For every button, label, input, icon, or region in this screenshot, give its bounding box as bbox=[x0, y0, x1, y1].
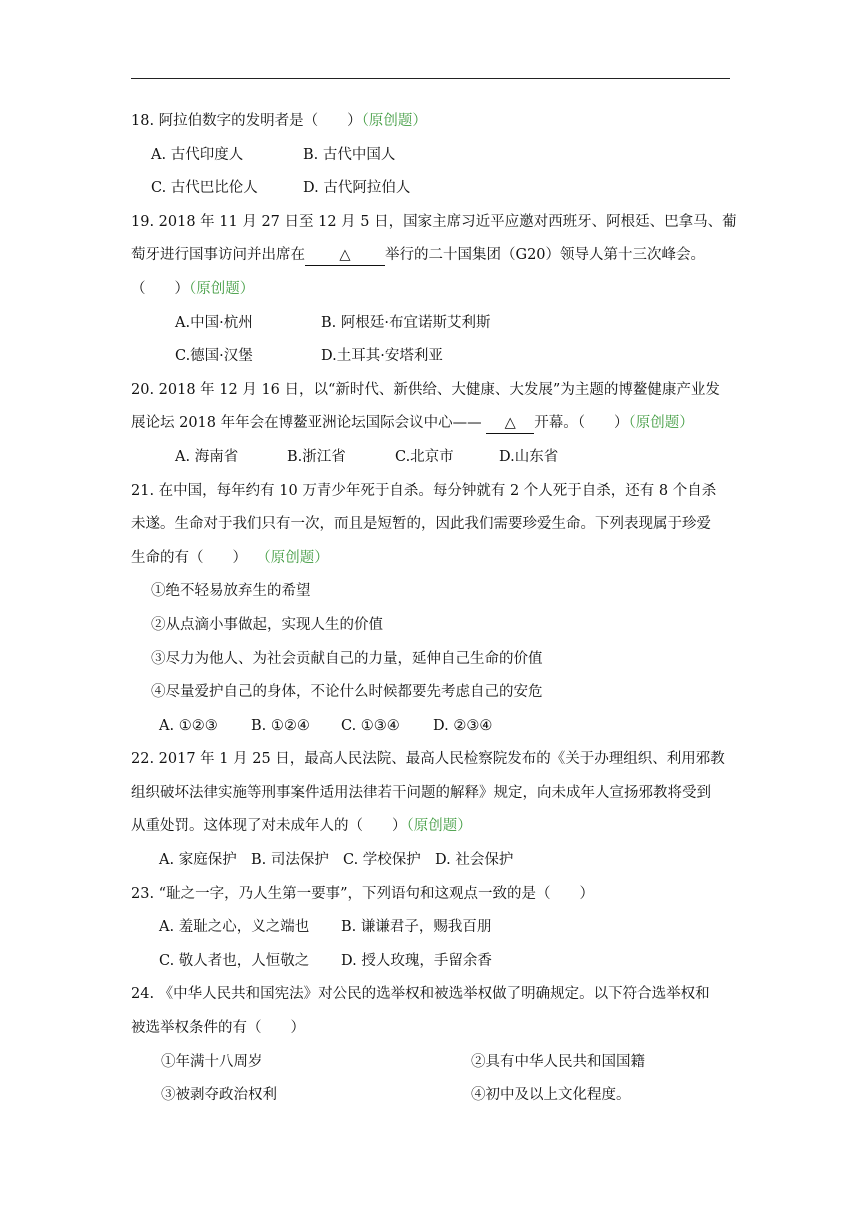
q20-stem-post: 开幕。（ ） bbox=[534, 415, 629, 432]
q19-source: （原创题） bbox=[189, 280, 255, 297]
q20-option-d[interactable]: D.山东省 bbox=[499, 448, 559, 465]
q23-option-a[interactable]: A. 羞耻之心，义之端也 bbox=[159, 919, 310, 936]
q19-stem-line-1: 19. 2018 年 11 月 27 日至 12 月 5 日，国家主席习近平应邀对西班牙、阿根廷、巴拿马、葡 bbox=[131, 213, 737, 230]
q22-stem-line-3 bbox=[131, 810, 731, 844]
q22-stem-line-1: 22. 2017 年 1 月 25 日，最高人民法院、最高人民检察院发布的《关于办理组织、利用邪教 bbox=[131, 751, 725, 768]
q23-options-row-1 bbox=[131, 911, 731, 945]
q19-option-a[interactable]: A.中国·杭州 bbox=[175, 314, 253, 331]
q24-stem-line-2: 被选举权条件的有（ ） bbox=[131, 1020, 305, 1037]
q19-stem-post: 举行的二十国集团（G20）领导人第十三次峰会。 bbox=[385, 247, 706, 264]
header-rule bbox=[131, 78, 730, 79]
exam-page bbox=[131, 105, 737, 1113]
q23-option-d[interactable]: D. 授人玫瑰，手留余香 bbox=[341, 952, 492, 969]
q20-stem-line-1: 20. 2018 年 12 月 16 日，以“新时代、新供给、大健康、大发展”为主题的博鳌健康产业发 bbox=[131, 381, 720, 398]
q20-option-b[interactable]: B.浙江省 bbox=[287, 448, 346, 465]
q21-item-2: ②从点滴小事做起，实现人生的价值 bbox=[151, 616, 383, 633]
q20-answer-blank: △ bbox=[486, 413, 534, 434]
q24-items-row-1 bbox=[131, 1046, 731, 1080]
q21-option-b[interactable]: B. ①②④ bbox=[251, 717, 310, 734]
q20-stem-pre: 展论坛 2018 年年会在博鳌亚洲论坛国际会议中心—— bbox=[131, 415, 482, 432]
q19-answer-blank: △ bbox=[305, 245, 385, 266]
q18-options-row-2 bbox=[131, 172, 731, 206]
q21-item-1: ①绝不轻易放弃生的希望 bbox=[151, 583, 311, 600]
q22-stem-line-2: 组织破坏法律实施等刑事案件适用法律若干问题的解释》规定，向未成年人宣扬邪教将受到 bbox=[131, 784, 711, 801]
q21-answer-parens: 生命的有（ ） bbox=[131, 549, 247, 566]
q22-option-a[interactable]: A. 家庭保护 bbox=[159, 852, 237, 869]
q20-option-c[interactable]: C.北京市 bbox=[395, 448, 454, 465]
q22-options-row bbox=[131, 844, 731, 878]
q18-option-a[interactable]: A. 古代印度人 bbox=[151, 146, 244, 163]
q22-source: （原创题） bbox=[406, 818, 472, 835]
q19-option-c[interactable]: C.德国·汉堡 bbox=[175, 348, 253, 365]
q24-item-4: ④初中及以上文化程度。 bbox=[471, 1087, 631, 1104]
q22-option-d[interactable]: D. 社会保护 bbox=[435, 852, 514, 869]
q23-option-b[interactable]: B. 谦谦君子，赐我百朋 bbox=[341, 919, 492, 936]
q21-option-a[interactable]: A. ①②③ bbox=[159, 717, 218, 734]
q24-item-3: ③被剥夺政治权利 bbox=[161, 1087, 277, 1104]
q19-stem-line-3 bbox=[131, 273, 731, 307]
q23-stem: 23. “耻之一字，乃人生第一要事”，下列语句和这观点一致的是（ ） bbox=[131, 885, 594, 902]
q23-options-row-2 bbox=[131, 945, 731, 979]
q21-source: （原创题） bbox=[256, 549, 329, 566]
q22-option-b[interactable]: B. 司法保护 bbox=[251, 852, 329, 869]
q19-option-d[interactable]: D.土耳其·安塔利亚 bbox=[321, 348, 443, 365]
q22-option-c[interactable]: C. 学校保护 bbox=[343, 852, 421, 869]
q19-stem-pre: 萄牙进行国事访问并出席在 bbox=[131, 247, 305, 264]
q20-options-row bbox=[131, 441, 731, 475]
q23-option-c[interactable]: C. 敬人者也，人恒敬之 bbox=[159, 952, 310, 969]
q21-option-c[interactable]: C. ①③④ bbox=[341, 717, 400, 734]
q18-option-b[interactable]: B. 古代中国人 bbox=[303, 146, 396, 163]
q24-item-1: ①年满十八周岁 bbox=[161, 1053, 263, 1070]
q22-stem-text: 从重处罚。这体现了对未成年人的（ ） bbox=[131, 818, 407, 835]
q21-stem-line-1: 21. 在中国，每年约有 10 万青少年死于自杀。每分钟就有 2 个人死于自杀，还有 8 个自杀 bbox=[131, 482, 717, 499]
q24-stem-line-1: 24. 《中华人民共和国宪法》对公民的选举权和被选举权做了明确规定。以下符合选举权和 bbox=[131, 986, 710, 1003]
q18-source: （原创题） bbox=[361, 113, 427, 129]
q21-item-3: ③尽力为他人、为社会贡献自己的力量，延伸自己生命的价值 bbox=[151, 650, 543, 667]
q20-option-a[interactable]: A. 海南省 bbox=[175, 448, 239, 465]
q21-stem-line-2: 未遂。生命对于我们只有一次，而且是短暂的，因此我们需要珍爱生命。下列表现属于珍爱 bbox=[131, 516, 711, 533]
q18-option-d[interactable]: D. 古代阿拉伯人 bbox=[303, 180, 411, 197]
q19-stem-line-2 bbox=[131, 239, 731, 273]
q19-options-row-1 bbox=[131, 307, 731, 341]
q19-answer-parens: （ ） bbox=[131, 280, 189, 297]
q20-stem-line-2 bbox=[131, 407, 731, 441]
q24-item-2: ②具有中华人民共和国国籍 bbox=[471, 1053, 645, 1070]
q19-option-b[interactable]: B. 阿根廷·布宜诺斯艾利斯 bbox=[321, 314, 491, 331]
q21-stem-line-3 bbox=[131, 542, 731, 576]
q21-option-d[interactable]: D. ②③④ bbox=[433, 717, 493, 734]
q24-items-row-2 bbox=[131, 1079, 731, 1113]
q18-option-c[interactable]: C. 古代巴比伦人 bbox=[151, 180, 258, 197]
q20-source: （原创题） bbox=[628, 415, 694, 432]
q21-options-row bbox=[131, 710, 731, 744]
q18-stem bbox=[131, 105, 731, 139]
q18-stem-text: 18. 阿拉伯数字的发明者是（ ） bbox=[131, 113, 362, 129]
q21-item-4: ④尽量爱护自己的身体，不论什么时候都要先考虑自己的安危 bbox=[151, 684, 543, 701]
q19-options-row-2 bbox=[131, 340, 731, 374]
q18-options-row-1 bbox=[131, 139, 731, 173]
